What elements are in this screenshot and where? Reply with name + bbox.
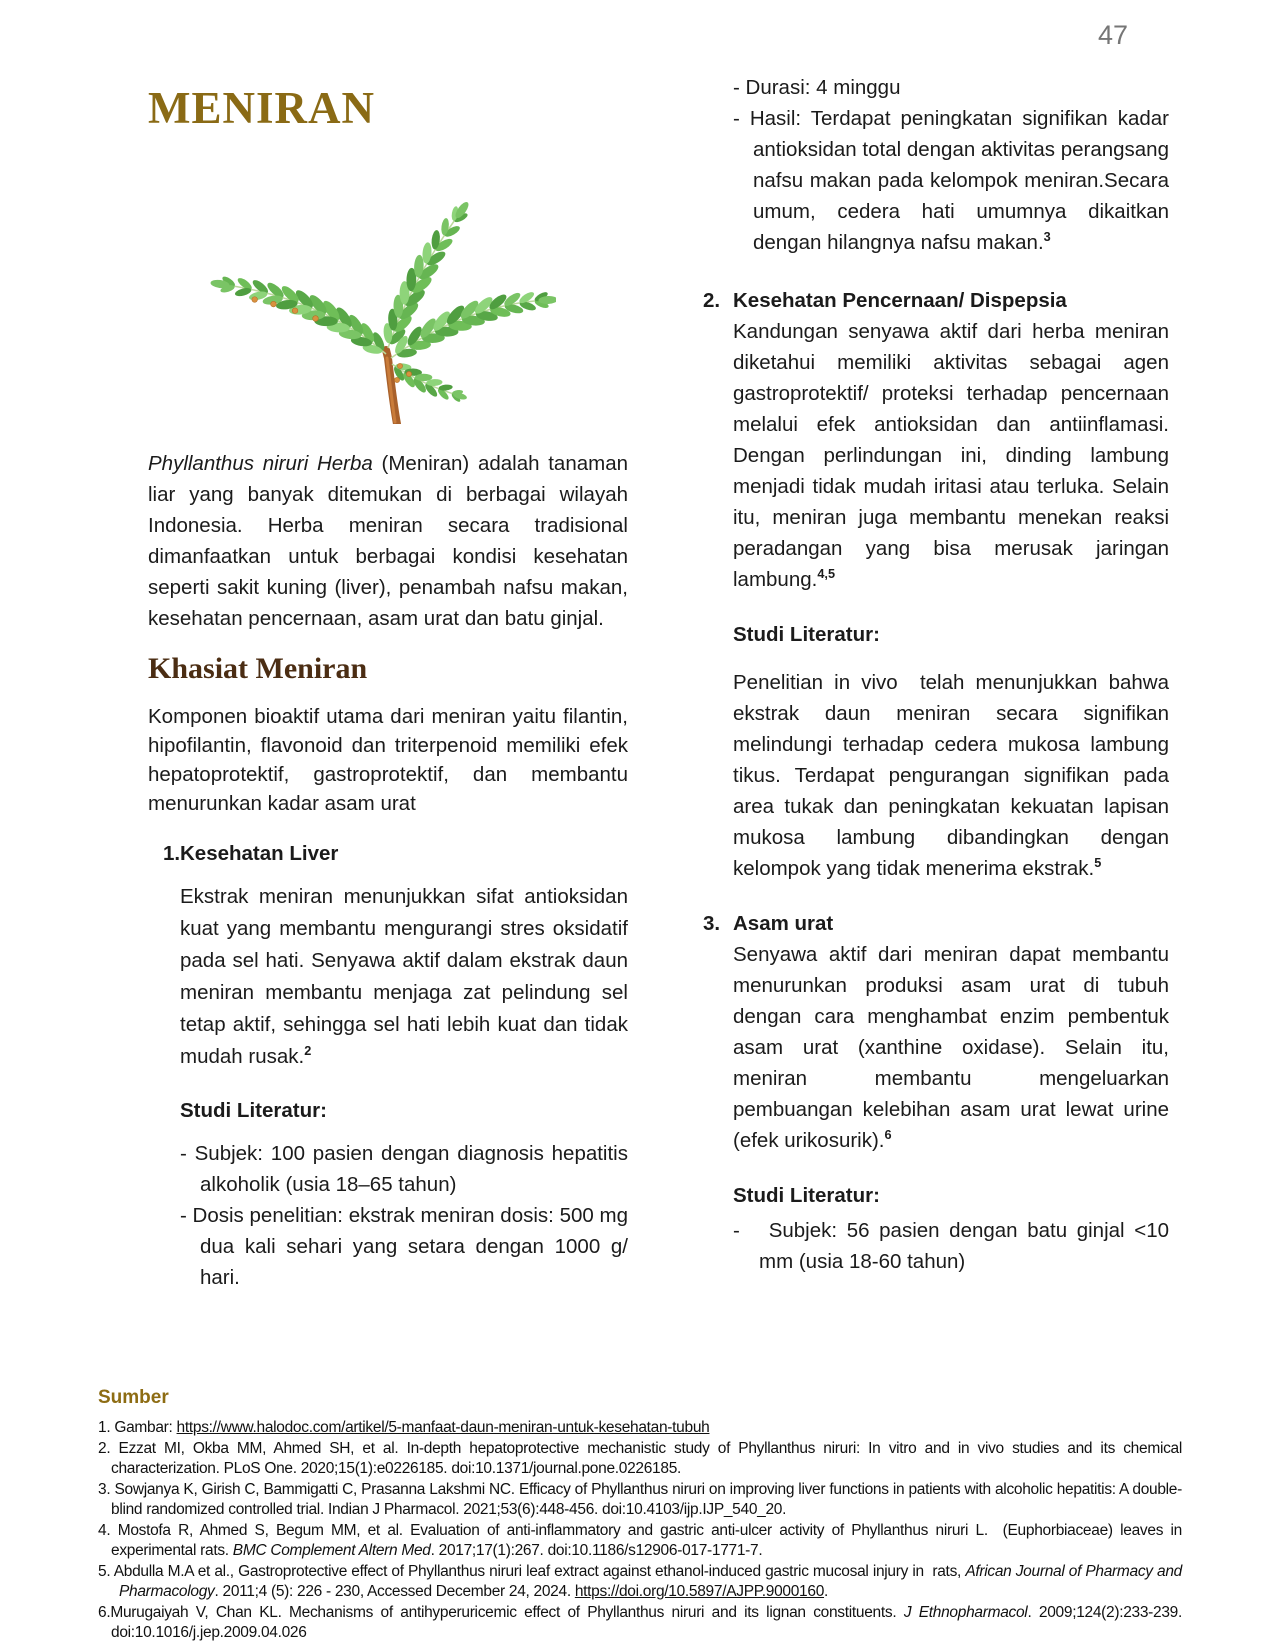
item-3-title: Asam urat — [733, 912, 834, 935]
reference-6: 6.Murugaiyah V, Chan KL. Mechanisms of antihyperuricemic effect of Phyllanthus niruri and its lignan constituents. J Ethnopharmacol. 2009;124(2):233-239. doi:10.1016/j.jep.2009.04.026 — [98, 1603, 1183, 1641]
item-1-number: 1. — [163, 842, 181, 865]
bullet-durasi: - Durasi: 4 minggu — [733, 76, 901, 99]
reference-4: 4. Mostofa R, Ahmed S, Begum MM, et al. Evaluation of anti-inflammatory and gastric anti-ulcer activity of Phyllanthus niruri L. (Euphorbiaceae) leaves in experimental rats. BMC Complement Altern Med. 2017;17(1):267. doi:10.1186/s12906-017-1771-7. — [98, 1521, 1182, 1559]
studi-bullets-3 — [733, 1215, 1169, 1277]
page-number: 47 — [1098, 20, 1129, 50]
section-heading-khasiat: Khasiat Meniran — [148, 651, 368, 685]
page-title: MENIRAN — [148, 83, 375, 133]
bullet-subjek-3: - Subjek: 56 pasien dengan batu ginjal <10 mm (usia 18-60 tahun) — [733, 1219, 1169, 1273]
reference-link[interactable]: https://doi.org/10.5897/AJPP.9000160 — [574, 1583, 825, 1600]
list-item-1 — [148, 838, 628, 1293]
studi-body-2: Penelitian in vivo telah menunjukkan bahwa ekstrak daun meniran secara signifikan melindungi terhadap cedera mukosa lambung tikus. Terdapat pengurangan signifikan pada area tukak dan peningkatan kekuatan lapisan mukosa lambung dibandingkan dengan kelompok yang tidak menerima ekstrak.$^5$ — [733, 671, 1169, 880]
right-column — [703, 72, 1169, 1277]
bullet-subjek-1: - Subjek: 100 pasien dengan diagnosis hepatitis alkoholik (usia 18–65 tahun) — [180, 1142, 628, 1196]
studi-literatur-label-1: Studi Literatur: — [180, 1099, 327, 1122]
item-2-heading — [703, 285, 1169, 316]
sumber-section — [98, 1386, 1182, 1644]
khasiat-intro-paragraph: Komponen bioaktif utama dari meniran yaitu filantin, hipofilantin, flavonoid dan triterpenoid memiliki efek hepatoprotektif, gastroprotektif, dan membantu menurunkan kadar asam urat — [148, 705, 628, 815]
intro-paragraph: Phyllanthus niruri Herba (Meniran) adalah tanaman liar yang banyak ditemukan di berbagai wilayah Indonesia. Herba meniran secara tradisional dimanfaatkan untuk berbagai kondisi kesehatan seperti sakit kuning (liver), penambah nafsu makan, kesehatan pencernaan, asam urat dan batu ginjal. — [148, 451, 628, 630]
reference-1: 1. Gambar: https://www.halodoc.com/artikel/5-manfaat-daun-meniran-untuk-kesehatan-tubuh — [98, 1419, 710, 1436]
item-1-title: Kesehatan Liver — [180, 842, 339, 865]
bullet-dosis-1: - Dosis penelitian: ekstrak meniran dosis: 500 mg dua kali sehari yang setara dengan 1000 g/ hari. — [180, 1204, 628, 1289]
bullet-hasil: - Hasil: Terdapat peningkatan signifikan kadar antioksidan total dengan aktivitas perangsang nafsu makan pada kelompok meniran.Secara umum, cedera hati umumnya dikaitkan dengan hilangnya nafsu makan.$^3$ — [733, 107, 1169, 254]
reference-5: 5. Abdulla M.A et al., Gastroprotective effect of Phyllanthus niruri leaf extract against ethanol-induced gastric mucosal injury in rats, African Journal of Pharmacy and Pharmacology. 2011;4 (5): 226 - 230, Accessed December 24, 2024. https://doi.org/10.5897/AJPP.9000160. — [98, 1562, 1182, 1600]
item-2-body: Kandungan senyawa aktif dari herba meniran diketahui memiliki aktivitas sebagai agen gastroprotektif/ proteksi terhadap pencernaan melalui efek antioksidan dan antiinflamasi. Dengan perlindungan ini, dinding lambung menjadi tidak mudah iritasi atau terluka. Selain itu, meniran juga membantu menekan reaksi peradangan yang bisa merusak jaringan lambung.$^{4,5}$ — [733, 320, 1169, 591]
item-3-body: Senyawa aktif dari meniran dapat membantu menurunkan produksi asam urat di tubuh dengan cara menghambat enzim pembentuk asam urat (xanthine oxidase). Selain itu, meniran membantu mengeluarkan pembuangan kelebihan asam urat lewat urine (efek urikosurik).$^6$ — [733, 943, 1169, 1152]
reference-link[interactable]: https://www.halodoc.com/artikel/5-manfaat-daun-meniran-untuk-kesehatan-tubuh — [176, 1419, 710, 1436]
meniran-plant-image — [164, 152, 556, 424]
item-3-number: 3. — [703, 912, 721, 935]
item-1-body: Ekstrak meniran menunjukkan sifat antioksidan kuat yang membantu mengurangi stres oksidatif pada sel hati. Senyawa aktif dalam ekstrak daun meniran membantu menjaga zat pelindung sel tetap aktif, sehingga sel hati lebih kuat dan tidak mudah rusak.$^2$ — [180, 885, 628, 1068]
item-2-title: Kesehatan Pencernaan/ Dispepsia — [733, 289, 1067, 312]
sumber-heading: Sumber — [98, 1387, 169, 1408]
list-item-2 — [703, 285, 1169, 884]
reference-3: 3. Sowjanya K, Girish C, Bammigatti C, Prasanna Lakshmi NC. Efficacy of Phyllanthus niruri on improving liver functions in patients with alcoholic hepatitis: A double-blind randomized controlled trial. Indian J Pharmacol. 2021;53(6):448-456. doi:10.4103/ijp.IJP_540_20. — [98, 1480, 1182, 1518]
list-item-3 — [703, 908, 1169, 1277]
meniran-plant-illustration — [164, 152, 556, 424]
studi-bullets-continued — [703, 72, 1169, 258]
studi-literatur-label-2: Studi Literatur: — [733, 623, 880, 646]
studi-bullets-1 — [180, 1138, 628, 1293]
reference-2: 2. Ezzat MI, Okba MM, Ahmed SH, et al. In-depth hepatoprotective mechanistic study of Phyllanthus niruri: In vitro and in vivo studies and its chemical characterization. PLoS One. 2020;15(1):e0226185. doi:10.1371/journal.pone.0226185. — [98, 1439, 1182, 1477]
item-3-heading — [703, 908, 1169, 939]
item-2-number: 2. — [703, 289, 721, 312]
item-1-heading — [148, 838, 628, 869]
studi-literatur-label-3: Studi Literatur: — [733, 1184, 880, 1207]
left-column — [148, 84, 628, 1293]
